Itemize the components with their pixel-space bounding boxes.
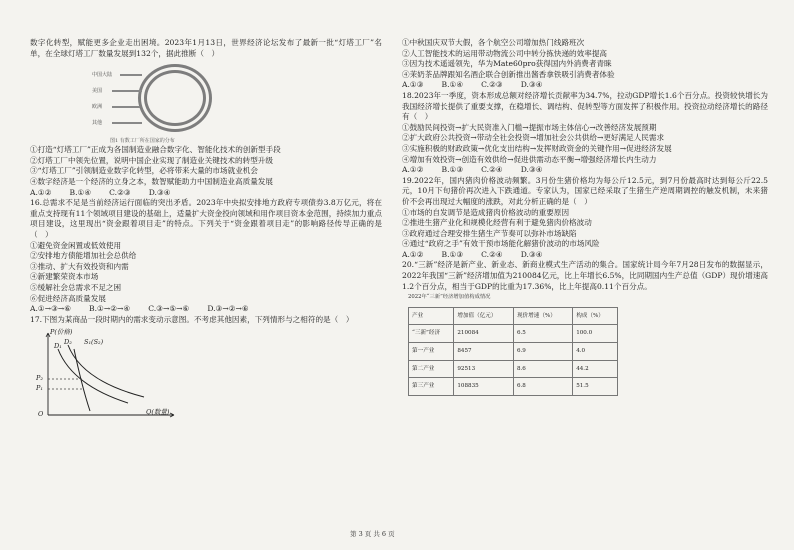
table-cell: 6.8 xyxy=(513,378,572,396)
q16-option: ⑤缓解社会总需求不足之困 xyxy=(30,282,122,292)
table-row xyxy=(409,343,618,361)
answer-choice: A.①③ xyxy=(402,80,424,90)
q19-stem: 19.2022年，国内猪肉价格波动频繁。3月份生猪价格均为每公斤12.5元，到7月份最高时达到每公斤22.5元，10月下旬猪价再次进入下跌通道。专家认为，国家已经采取了生猪生产逆周期调控的触发机制，未来猪价不会再出现过大幅度的涨跌，对此分析正确的是（ ） xyxy=(402,175,768,206)
q17-option: ②人工智能技术的运用带动物流公司中转分拣快递的效率提高 xyxy=(402,48,608,58)
table-cell: 第一产业 xyxy=(409,343,454,361)
answer-choice: C.②④ xyxy=(481,165,503,175)
answer-choice: C.②③ xyxy=(109,187,131,197)
q19-answers xyxy=(402,250,768,261)
label-line xyxy=(112,106,140,108)
q15-option: ③“灯塔工厂”引领制造业数字化转型，必将带来大量的市场就业机会 xyxy=(30,166,258,176)
table-cell: 第三产业 xyxy=(409,378,454,396)
q15-option: ④数字经济是一个经济的立身之本，数智赋能助力中国制造业高质量发展 xyxy=(30,176,273,186)
answer-choice: B.①③ xyxy=(441,249,464,259)
answer-choice: B.①④ xyxy=(69,187,92,197)
q16-option: ④新建繁荣资本市场 xyxy=(30,272,99,282)
table-header: 构成（%） xyxy=(573,307,618,325)
table-header: 产业 xyxy=(409,307,454,325)
table-cell: 4.0 xyxy=(573,343,618,361)
table-cell: 92513 xyxy=(454,360,514,378)
answer-choice: D.③④ xyxy=(148,187,171,197)
q18-option: ④增加有效投资→创造有效供给→促进供需动态平衡→增强经济增长内生动力 xyxy=(402,154,657,164)
table-cell: 第二产业 xyxy=(409,360,454,378)
figure-label: 欧洲 xyxy=(92,104,103,111)
q18-answers xyxy=(402,165,768,176)
table-cell: 44.2 xyxy=(573,360,618,378)
figure-label: 其他 xyxy=(92,120,103,127)
table-row xyxy=(409,360,618,378)
d1-label: D₁ xyxy=(54,342,62,351)
q18-option: ③实施积极的财政政策→优化支出结构→发挥财政资金的关键作用→促进经济发展 xyxy=(402,143,672,153)
q16-stem: 16.总需求不足是当前经济运行面临的突出矛盾。2023年中央拟安排地方政府专项债券3.8万亿元，将在重点支持现有11个领域项目建设的基础上，适量扩大资金投向领域和用作项目资本金范围，持续加力重点项目建设，这里现出“资金跟着项目走”的特点。下列关于“资金跟着项目走”的影响路径传导正确的是（ ） xyxy=(30,198,382,239)
q17-answers xyxy=(402,80,768,91)
table-row xyxy=(409,378,618,396)
q15-option: ②灯塔工厂中领先位置，说明中国企业实现了制造业关键技术的转型升级 xyxy=(30,155,273,165)
table-header: 现价增速（%） xyxy=(513,307,572,325)
table-cell: “三新”经济 xyxy=(409,325,454,343)
q16-option: ⑥促进经济高质量发展 xyxy=(30,293,106,303)
q19-option: ④通过“政府之手”有效干预市场能化解猪价波动的市场风险 xyxy=(402,239,600,249)
answer-choice: C.②④ xyxy=(481,249,503,259)
lighthouse-factory-figure xyxy=(90,62,240,145)
answer-choice: D.③④ xyxy=(520,249,543,259)
table-cell: 8.6 xyxy=(513,360,572,378)
answer-choice: D.③④ xyxy=(520,165,543,175)
answer-choice: D.③④ xyxy=(520,80,543,90)
d2-label: D₂ xyxy=(64,338,72,347)
page-footer: 第 3 页 共 6 页 xyxy=(350,530,395,538)
answer-choice: B.①→②→④ xyxy=(89,304,131,314)
supply-demand-graph xyxy=(34,327,184,419)
supply-label: S₁(S₂) xyxy=(84,338,104,347)
table-header-row xyxy=(409,307,618,325)
demand-curve-d1 xyxy=(58,349,128,403)
q17-option: ①中秋国庆双节大假，各个航空公司增加热门线路班次 xyxy=(402,38,585,47)
q16-option: ③推动、扩大有效投资和内需 xyxy=(30,261,129,271)
sanxin-economy-table xyxy=(408,307,618,396)
q15-answers xyxy=(30,188,382,199)
x-axis-label: Q(数量) xyxy=(146,408,170,417)
table-cell: 6.9 xyxy=(513,343,572,361)
answer-choice: B.①④ xyxy=(441,80,464,90)
table-cell: 100.0 xyxy=(573,325,618,343)
answer-choice: D.③→②→⑥ xyxy=(207,304,249,314)
q16-option: ②安排地方债能增加社会总供给 xyxy=(30,251,137,261)
ring-chart xyxy=(138,64,212,132)
q18-option: ②扩大政府公共投资→带动全社会投资→增加社会公共供给→更好满足人民需求 xyxy=(402,133,665,143)
label-line xyxy=(112,90,142,92)
q19-option: ②推进生猪产业化和规模化经营有利于避免猪肉价格波动 xyxy=(402,218,592,228)
q18-option: ①鼓励民间投资→扩大民资准入门槛→提振市场主体信心→改善经济发展预期 xyxy=(402,122,657,132)
q17-stem: 17.下图为某商品一段时期内的需求变动示意图。不考虑其他因素，下列情形与之相符的是（ ） xyxy=(30,314,354,324)
q15-option: ①打造“灯塔工厂”正成为各国制造业融合数字化、智能化技术的创新型手段 xyxy=(30,145,281,155)
answer-choice: C.②③ xyxy=(481,80,503,90)
table-cell: 8457 xyxy=(454,343,514,361)
table-caption: 2022年“三新”经济增加值构成情况 xyxy=(408,294,491,301)
q16-answers xyxy=(30,304,382,315)
p2-label: P₂ xyxy=(36,374,43,383)
table-cell: 51.5 xyxy=(573,378,618,396)
answer-choice: A.①② xyxy=(402,249,424,259)
q17-option: ④茉奶茶品牌跟知名酒企联合创新推出酱香拿铁吸引消费者体验 xyxy=(402,69,615,79)
label-line xyxy=(120,74,142,76)
answer-choice: A.①② xyxy=(30,187,52,197)
table-header: 增加值（亿元） xyxy=(454,307,514,325)
right-column xyxy=(402,38,768,396)
p1-label: P₁ xyxy=(36,384,43,393)
figure-caption: 图1 有数工厂所在国家的分布 xyxy=(110,138,175,145)
answer-choice: C.③→⑤→⑥ xyxy=(148,304,190,314)
left-column xyxy=(30,38,382,419)
answer-choice: A.①② xyxy=(402,165,424,175)
q17-option: ③因为技术遥遥领先，华为Mate60pro获得国内外消费者青睐 xyxy=(402,59,612,69)
figure-label: 中国大陆 xyxy=(92,72,113,79)
figure-label: 美国 xyxy=(92,88,103,95)
answer-choice: A.①→③→⑥ xyxy=(30,304,72,314)
origin-label: O xyxy=(38,410,44,419)
table-row xyxy=(409,325,618,343)
q18-stem: 18.2023年一季度，资本形成总额对经济增长贡献率为34.7%，拉动GDP增长1.6个百分点。投资较快增长为我国经济增长提供了重要支撑，在稳增长、调结构、促转型等方面发挥了积极作用。投资拉动经济增长的路径有（ ） xyxy=(402,90,768,122)
table-cell: 108835 xyxy=(454,378,514,396)
q16-option: ①避免资金闲置或低效使用 xyxy=(30,240,122,250)
q20-stem: 20.“三新”经济是新产业、新业态、新商业模式生产活动的集合。国家统计局今年7月28日发布的数据显示，2022年我国“三新”经济增加值为210084亿元，比上年增长6.5%，比同期国内生产总值（GDP）现价增速高1.2个百分点，相当于GDP的比重为17.36%，比上年提高0.11个百分点。 xyxy=(402,260,769,291)
q19-option: ①市场的自发调节是造成猪肉价格波动的重要原因 xyxy=(402,207,570,217)
q19-option: ③政府通过合理安排生猪生产节奏可以弥补市场缺陷 xyxy=(402,228,577,238)
answer-choice: B.①③ xyxy=(441,165,464,175)
table-cell: 210084 xyxy=(454,325,514,343)
y-axis-label: P(价格) xyxy=(50,328,73,337)
table-cell: 6.5 xyxy=(513,325,572,343)
q15-stem: 数字化转型，赋能更多企业走出困境。2023年1月13日，世界经济论坛发布了最新一批“灯塔工厂”名单，在全球灯塔工厂数量发展到132个，据此推断（ ） xyxy=(30,38,382,58)
label-line xyxy=(112,122,142,124)
